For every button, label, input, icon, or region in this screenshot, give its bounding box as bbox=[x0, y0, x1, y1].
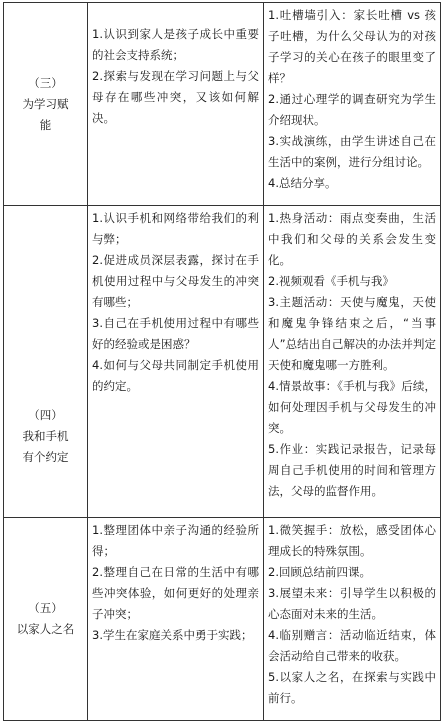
table-row bbox=[4, 206, 441, 518]
stage-cell bbox=[4, 518, 88, 721]
goal-item: 3.自己在手机使用过程中有哪些好的经验或是困惑？ bbox=[92, 316, 259, 351]
lesson-plan-table bbox=[3, 2, 441, 721]
activities-cell bbox=[264, 206, 441, 518]
stage-cell bbox=[4, 3, 88, 206]
activity-item: 4.情景故事：《手机与我》后续，如何处理因手机与父母发生的冲突。 bbox=[268, 379, 436, 435]
goals-cell bbox=[88, 3, 264, 206]
goals-cell bbox=[88, 206, 264, 518]
goal-item: 2.促进成员深层表露，探讨在手机使用过程中与父母发生的冲突有哪些； bbox=[92, 253, 259, 309]
stage-title: 以家人之名 bbox=[16, 622, 75, 636]
activity-item: 2.视频观看《手机与我》 bbox=[268, 274, 394, 288]
stage-title: 我和手机有个约定 bbox=[22, 429, 69, 464]
table-row bbox=[4, 518, 441, 721]
stage-number: （四） bbox=[28, 408, 63, 422]
activity-item: 1.微笑握手：放松，感受团体心理成长的特殊氛围。 bbox=[268, 523, 436, 558]
goal-item: 4.如何与父母共同制定手机使用的约定。 bbox=[92, 358, 259, 393]
activity-item: 1.吐槽墙引入：家长吐槽 vs 孩子吐槽，为什么父母认为的对孩子学习的关心在孩子的眼里变了样？ bbox=[268, 8, 436, 85]
table-row bbox=[4, 3, 441, 206]
goal-item: 1.认识到家人是孩子成长中重要的社会支持系统； bbox=[92, 27, 259, 62]
activities-cell bbox=[264, 518, 441, 721]
activity-item: 5.以家人之名，在探索与实践中前行。 bbox=[268, 670, 436, 705]
activities-cell bbox=[264, 3, 441, 206]
goal-item: 3.学生在家庭关系中勇于实践； bbox=[92, 628, 253, 642]
stage-number: （三） bbox=[28, 75, 63, 90]
goals-cell bbox=[88, 518, 264, 721]
goal-item: 1.认识手机和网络带给我们的利与弊； bbox=[92, 211, 259, 246]
activity-item: 3.主题活动：天使与魔鬼，天使和魔鬼争锋结束之后，“当事人”总结出自己解决的办法并判定天使和魔鬼哪一方胜利。 bbox=[268, 295, 436, 372]
goal-item: 2.整理自己在日常的生活中有哪些冲突体验，如何更好的处理亲子冲突； bbox=[92, 565, 259, 621]
activity-item: 1.热身活动：雨点变奏曲，生活中我们和父母的关系会发生变化。 bbox=[268, 211, 436, 267]
activity-item: 5.作业：实践记录报告，记录每周自己手机使用的时间和管理方法，父母的监督作用。 bbox=[268, 442, 436, 498]
activity-item: 2.通过心理学的调查研究为学生介绍现状。 bbox=[268, 92, 436, 127]
stage-number: （五） bbox=[28, 601, 63, 615]
goal-item: 2.探索与发现在学习问题上与父母存在哪些冲突，又该如何解决。 bbox=[92, 69, 259, 125]
goal-item: 1.整理团体中亲子沟通的经验所得； bbox=[92, 523, 259, 558]
stage-cell bbox=[4, 206, 88, 518]
activity-item: 4.总结分享。 bbox=[268, 176, 337, 190]
activity-item: 3.展望未来：引导学生以积极的心态面对未来的生活。 bbox=[268, 586, 436, 621]
activity-item: 2.回顾总结前四课。 bbox=[268, 565, 371, 579]
stage-title: 为学习赋能 bbox=[22, 96, 69, 132]
activity-item: 4.临别赠言：活动临近结束，体会活动给自己带来的收获。 bbox=[268, 628, 436, 663]
activity-item: 3.实战演练，由学生讲述自己在生活中的案例，进行分组讨论。 bbox=[268, 134, 436, 169]
